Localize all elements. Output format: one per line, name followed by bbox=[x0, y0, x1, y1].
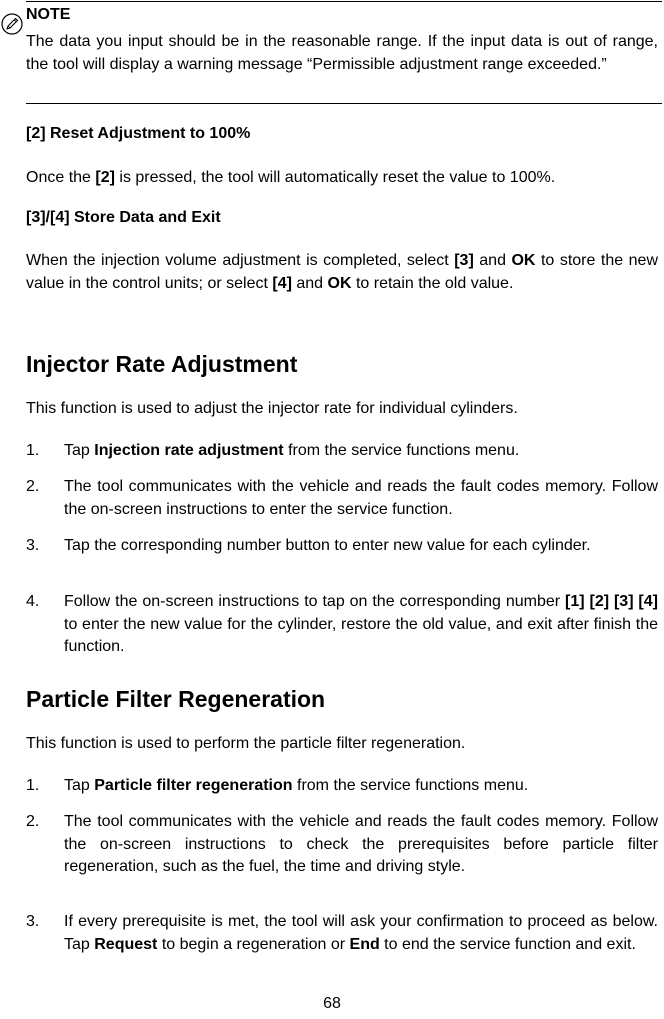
step-text: The tool communicates with the vehicle and reads the fault codes memory. Follow the on-screen instructions to check the prerequisites before particle filter regeneration, such as the fuel, the time and driving style. bbox=[64, 813, 658, 875]
step-text-pre: Follow the on-screen instructions to tap on the corresponding number bbox=[64, 593, 566, 610]
pencil-note-icon bbox=[1, 13, 23, 35]
store-key-3: [3] bbox=[454, 252, 474, 269]
step-key: Injection rate adjustment bbox=[94, 442, 284, 459]
step-text: Tap the corresponding number button to enter new value for each cylinder. bbox=[64, 537, 591, 554]
store-text-3: to store the new value in the control units; or select bbox=[26, 252, 658, 292]
injector-heading: Injector Rate Adjustment bbox=[26, 351, 298, 377]
step-number: 3. bbox=[26, 537, 40, 554]
step-text-pre: Tap bbox=[64, 442, 95, 459]
step-text-post: from the service functions menu. bbox=[292, 777, 529, 794]
store-text-2: and bbox=[473, 252, 512, 269]
request-key: Request bbox=[94, 935, 158, 953]
step-text-2: to begin a regeneration or bbox=[157, 935, 350, 953]
step-text bbox=[64, 775, 658, 798]
step-number: 2. bbox=[26, 478, 40, 495]
note-title: NOTE bbox=[26, 6, 71, 23]
store-text-4: and bbox=[291, 274, 328, 292]
reset-paragraph bbox=[26, 167, 658, 190]
injector-intro: This function is used to adjust the injector rate for individual cylinders. bbox=[26, 400, 518, 417]
note-top-rule bbox=[26, 1, 662, 2]
step-text bbox=[64, 591, 658, 659]
page-number: 68 bbox=[323, 995, 341, 1012]
note-box bbox=[0, 0, 664, 104]
step-text-3: to end the service function and exit. bbox=[379, 935, 636, 953]
reset-text-after: is pressed, the tool will automatically reset the value to 100%. bbox=[114, 169, 556, 186]
particle-heading: Particle Filter Regeneration bbox=[26, 686, 326, 712]
step-text bbox=[64, 911, 658, 956]
step-key: [1] [2] [3] [4] bbox=[565, 593, 658, 610]
step-text-pre: Tap bbox=[64, 777, 95, 794]
end-key: End bbox=[349, 935, 380, 953]
step-number: 1. bbox=[26, 777, 40, 794]
reset-heading: [2] Reset Adjustment to 100% bbox=[26, 125, 251, 142]
step-text-post: to enter the new value for the cylinder, restore the old value, and exit after finish the function. bbox=[64, 615, 658, 655]
store-heading: [3]/[4] Store Data and Exit bbox=[26, 209, 221, 226]
store-key-ok-1: OK bbox=[511, 252, 536, 269]
note-bottom-rule bbox=[26, 103, 662, 104]
step-text: The tool communicates with the vehicle and reads the fault codes memory. Follow the on-screen instructions to enter the service function. bbox=[64, 478, 658, 518]
step-number: 1. bbox=[26, 442, 40, 459]
step-number: 4. bbox=[26, 593, 40, 610]
note-body: The data you input should be in the reasonable range. If the input data is out of range, the tool will display a warning message “Permissible adjustment range exceeded.” bbox=[26, 33, 658, 73]
store-text-5: to retain the old value. bbox=[351, 274, 514, 292]
store-key-ok-2: OK bbox=[327, 274, 352, 292]
particle-intro: This function is used to perform the particle filter regeneration. bbox=[26, 735, 466, 752]
step-text-post: from the service functions menu. bbox=[283, 442, 520, 459]
step-number: 2. bbox=[26, 813, 40, 830]
reset-text-before: Once the bbox=[26, 169, 96, 186]
store-paragraph bbox=[26, 250, 658, 295]
step-text bbox=[64, 440, 658, 463]
step-text-1: If every prerequisite is met, the tool will ask your confirmation to proceed as below. Tap bbox=[64, 913, 658, 953]
step-key: Particle filter regeneration bbox=[94, 777, 293, 794]
step-number: 3. bbox=[26, 913, 40, 930]
store-key-4: [4] bbox=[272, 274, 292, 292]
store-text-1: When the injection volume adjustment is completed, select bbox=[26, 252, 455, 269]
reset-key: [2] bbox=[95, 169, 115, 186]
